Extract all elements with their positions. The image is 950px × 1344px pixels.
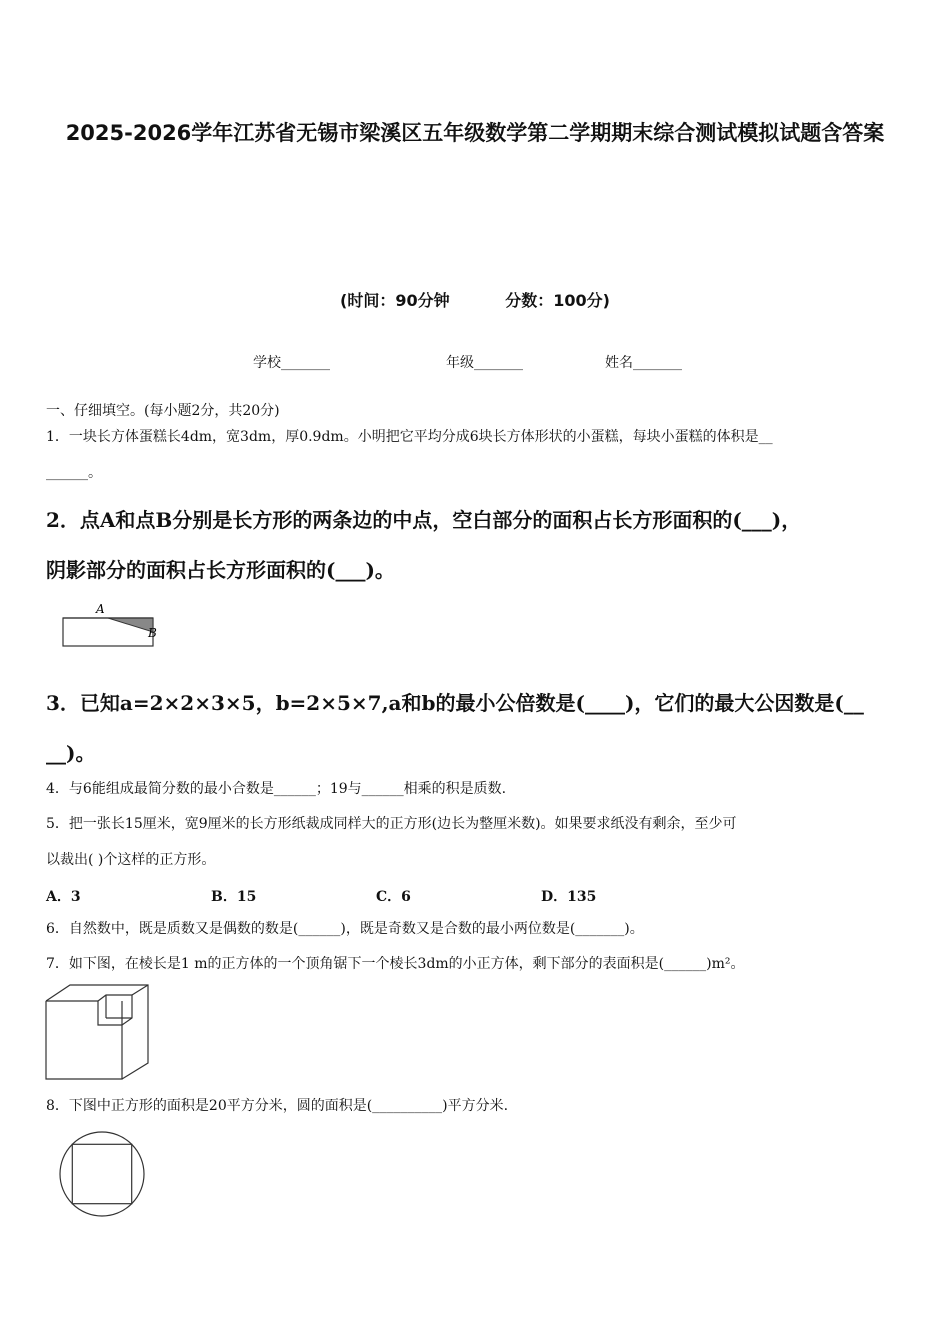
square-shape	[72, 1144, 131, 1203]
option-c: C．6	[376, 889, 411, 905]
rectangle-figure	[55, 600, 165, 652]
label-b: B	[148, 626, 157, 640]
school-field: 学校_______	[253, 355, 330, 371]
question-4: 4．与6能组成最简分数的最小合数是______；19与______相乘的积是质数.	[46, 781, 507, 797]
question-1-line-1: 1．一块长方体蛋糕长4dm，宽3dm，厚0.9dm。小明把它平均分成6块长方体形状的小蛋糕，每块小蛋糕的体积是__	[46, 429, 773, 445]
question-5-line-1: 5．把一张长15厘米，宽9厘米的长方形纸裁成同样大的正方形(边长为整厘米数)。如果要求纸没有剩余，至少可	[46, 816, 737, 832]
question-7: 7．如下图，在棱长是1 m的正方体的一个顶角锯下一个棱长3dm的小正方体，剩下部分的表面积是(______)m²。	[46, 956, 745, 972]
grade-field: 年级_______	[446, 355, 523, 371]
question-8: 8．下图中正方形的面积是20平方分米，圆的面积是(__________)平方分米.	[46, 1098, 509, 1114]
option-a: A．3	[46, 889, 81, 905]
circle-square-figure	[58, 1130, 148, 1220]
question-5-line-2: 以裁出( )个这样的正方形。	[46, 852, 216, 868]
option-d: D．135	[541, 889, 597, 905]
page-title: 2025-2026学年江苏省无锡市梁溪区五年级数学第二学期期末综合测试模拟试题含答案	[65, 121, 885, 145]
question-3-line-1: 3．已知a=2×2×3×5，b=2×5×7,a和b的最小公倍数是(____)，它们的最大公因数是(__	[46, 691, 864, 715]
section-heading: 一、仔细填空。(每小题2分，共20分)	[46, 403, 280, 419]
cube-figure	[44, 983, 152, 1083]
name-field: 姓名_______	[605, 355, 682, 371]
exam-info: (时间：90分钟 分数：100分)	[340, 291, 610, 310]
question-6: 6．自然数中，既是质数又是偶数的数是(______)，既是奇数又是合数的最小两位数是(_______)。	[46, 921, 644, 937]
question-3-line-2: __)。	[46, 741, 96, 765]
question-2-line-2: 阴影部分的面积占长方形面积的(___)。	[46, 558, 395, 582]
question-2-line-1: 2．点A和点B分别是长方形的两条边的中点，空白部分的面积占长方形面积的(___)，	[46, 508, 802, 532]
question-1-line-2: ______。	[46, 465, 102, 481]
label-a: A	[96, 602, 105, 616]
option-b: B．15	[211, 889, 257, 905]
